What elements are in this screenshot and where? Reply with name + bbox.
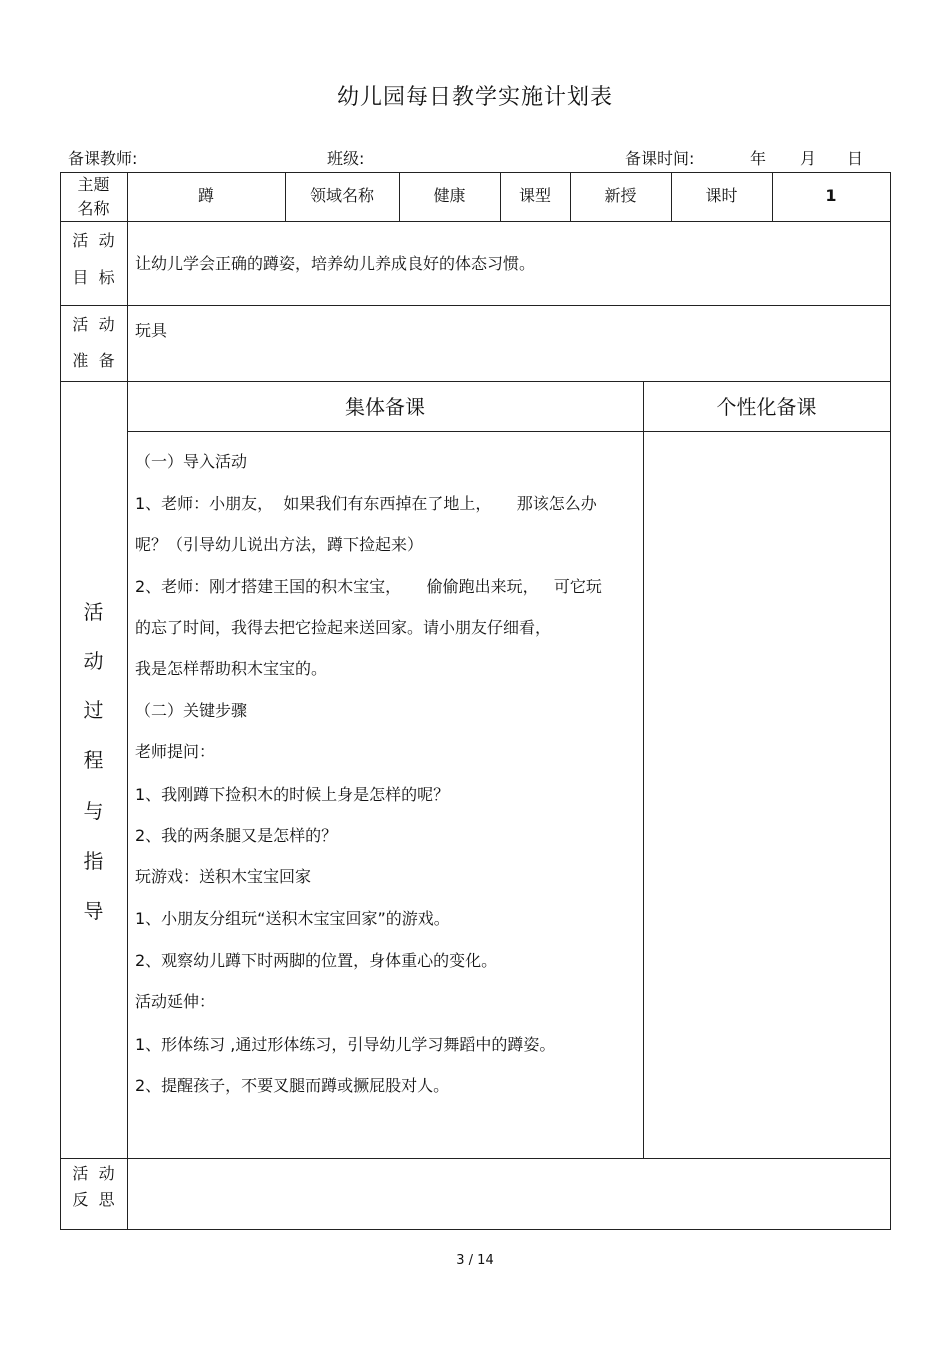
process-line: 呢？（引导幼儿说出方法，蹲下捡起来） — [135, 535, 424, 554]
row-divider — [60, 305, 891, 306]
column-divider — [127, 172, 128, 1230]
day-label: 日 — [847, 149, 864, 168]
class-label: 班级: — [327, 149, 365, 168]
prep-text: 玩具 — [135, 321, 168, 340]
row-divider — [127, 431, 891, 432]
reflection-label-line1: 活 动 — [72, 1164, 115, 1183]
process-label-char: 动 — [83, 649, 104, 673]
individual-prep-header: 个性化备课 — [716, 395, 817, 419]
row-divider — [60, 381, 891, 382]
lesson-type-value: 新授 — [604, 186, 637, 205]
process-label-char: 程 — [83, 748, 104, 772]
theme-label-line2: 名称 — [77, 199, 110, 218]
goal-label-line1: 活 动 — [72, 231, 115, 250]
column-divider — [643, 381, 644, 1159]
domain-value: 健康 — [433, 186, 466, 205]
process-line: 1、形体练习 ,通过形体练习，引导幼儿学习舞蹈中的蹲姿。 — [135, 1035, 556, 1054]
process-line: 1、小朋友分组玩“送积木宝宝回家”的游戏。 — [135, 909, 450, 928]
table-border-bottom — [60, 1229, 891, 1230]
year-label: 年 — [750, 149, 767, 168]
page-number: 3 / 14 — [456, 1253, 494, 1268]
period-value: 1 — [825, 186, 837, 205]
goal-text: 让幼儿学会正确的蹲姿，培养幼儿养成良好的体态习惯。 — [135, 254, 536, 273]
process-line: 老师提问： — [135, 742, 216, 761]
process-line: 2、我的两条腿又是怎样的？ — [135, 826, 338, 845]
process-line: 1、我刚蹲下捡积木的时候上身是怎样的呢？ — [135, 785, 450, 804]
process-label-char: 过 — [83, 698, 104, 722]
reflection-label-line2: 反 思 — [72, 1190, 115, 1209]
month-label: 月 — [800, 149, 817, 168]
theme-value: 蹲 — [197, 186, 214, 205]
process-line: 2、老师：刚才搭建王国的积木宝宝， 偷偷跑出来玩， 可它玩 — [135, 577, 602, 596]
period-label: 课时 — [705, 186, 738, 205]
teacher-label: 备课教师: — [68, 149, 138, 168]
lesson-type-label: 课型 — [518, 186, 551, 205]
time-label: 备课时间: — [625, 149, 695, 168]
process-line: 玩游戏：送积木宝宝回家 — [135, 867, 312, 886]
theme-label-line1: 主题 — [77, 175, 110, 194]
prep-label-line2: 准 备 — [72, 351, 115, 370]
table-border-top — [60, 172, 891, 173]
process-line: （一）导入活动 — [135, 452, 248, 471]
process-line: 的忘了时间，我得去把它捡起来送回家。请小朋友仔细看， — [135, 618, 552, 637]
row-divider — [60, 1158, 891, 1159]
document-title: 幼儿园每日教学实施计划表 — [336, 85, 613, 110]
row-divider — [60, 221, 891, 222]
domain-label: 领域名称 — [309, 186, 374, 205]
table-border-right — [890, 172, 891, 1230]
collective-prep-header: 集体备课 — [345, 395, 425, 419]
process-label-char: 与 — [83, 799, 104, 823]
process-label-char: 指 — [83, 849, 104, 873]
process-label-char: 导 — [83, 899, 104, 923]
process-line: （二）关键步骤 — [135, 701, 248, 720]
process-line: 2、观察幼儿蹲下时两脚的位置，身体重心的变化。 — [135, 951, 498, 970]
process-line: 2、提醒孩子，不要叉腿而蹲或撅屁股对人。 — [135, 1076, 450, 1095]
process-label-char: 活 — [83, 600, 104, 624]
process-line: 我是怎样帮助积木宝宝的。 — [135, 659, 328, 678]
process-line: 活动延伸： — [135, 992, 216, 1011]
goal-label-line2: 目 标 — [72, 268, 115, 287]
prep-label-line1: 活 动 — [72, 315, 115, 334]
process-line: 1、老师：小朋友， 如果我们有东西掉在了地上， 那该怎么办 — [135, 494, 597, 513]
